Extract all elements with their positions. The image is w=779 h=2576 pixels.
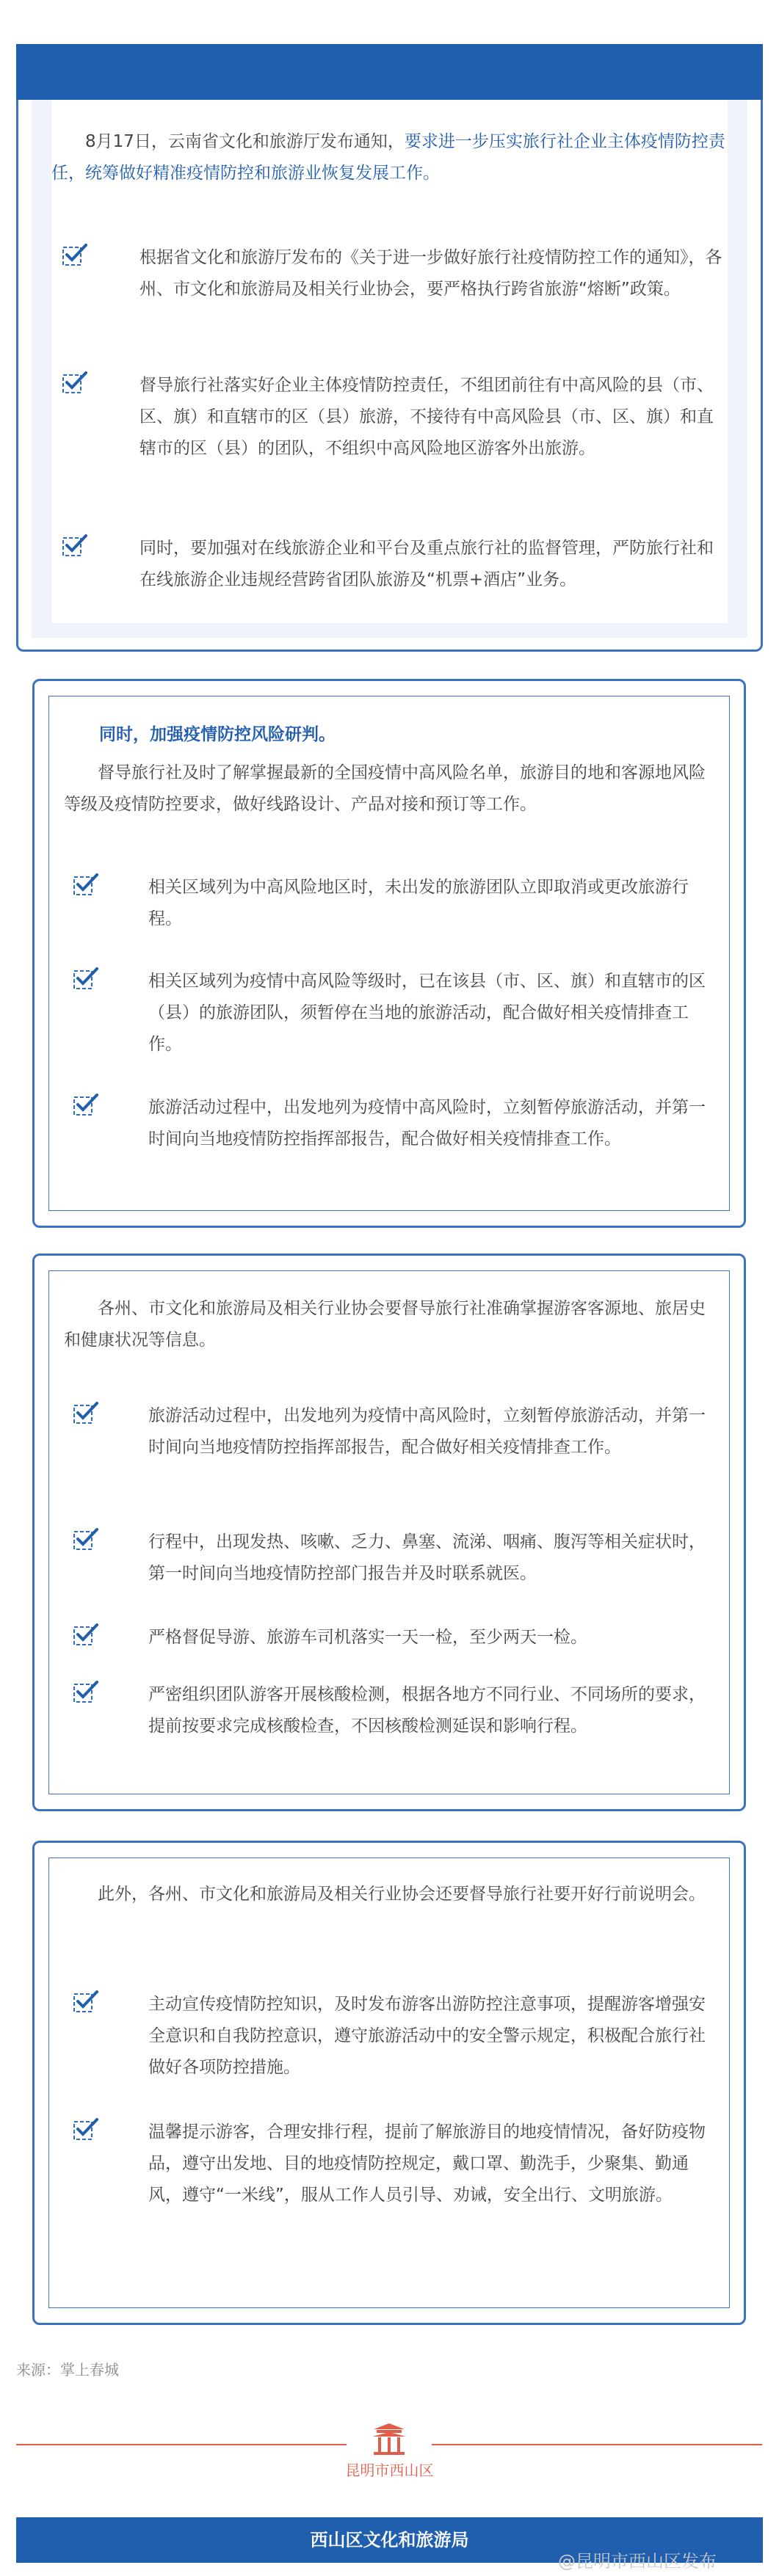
bottom-bar-title: 西山区文化和旅游局 [310,2530,469,2550]
checkbox-icon [73,873,98,895]
section-4-item-1: 主动宣传疫情防控知识，及时发布游客出游防控注意事项，提醒游客增强安全意识和自我防控意识，遵守旅游活动中的安全警示规定，积极配合旅行社做好各项防控措施。 [148,1995,706,2077]
checkbox-icon [73,967,98,989]
checkbox-icon [73,1528,98,1550]
section-4-item-2: 温馨提示游客，合理安排行程，提前了解旅游目的地疫情情况，备好防疫物品，遵守出发地、目的地疫情防控规定，戴口罩、勤洗手，少聚集、勤通风，遵守“一米线”，服从工作人员引导、劝诫，安全出行、文明旅游。 [148,2122,706,2205]
checkbox-icon [73,1402,98,1424]
section-1-item-3: 同时，要加强对在线旅游企业和平台及重点旅行社的监督管理，严防旅行社和在线旅游企业违规经营跨省团队旅游及“机票+酒店”业务。 [140,539,714,589]
checkbox-icon [73,1681,98,1703]
divider-line-left [16,2444,347,2445]
section-3-item-1: 旅游活动过程中，出发地列为疫情中高风险时，立刻暂停旅游活动，并第一时间向当地疫情防控指挥部报告，配合做好相关疫情排查工作。 [148,1406,706,1457]
section-1-item-1: 根据省文化和旅游厅发布的《关于进一步做好旅行社疫情防控工作的通知》，各州、市文化和旅游局及相关行业协会，要严格执行跨省旅游“熔断”政策。 [140,248,722,299]
section-1-item-2: 督导旅行社落实好企业主体疫情防控责任，不组团前往有中高风险的县（市、区、旗）和直辖市的区（县）旅游，不接待有中高风险县（市、区、旗）和直辖市的区（县）的团队，不组织中高风险地区游客外出旅游。 [140,376,714,458]
logo-caption: 昆明市西山区 [345,2462,434,2479]
checkbox-icon [73,1990,98,2012]
section-4-intro: 此外，各州、市文化和旅游局及相关行业协会还要督导旅行社要开好行前说明会。 [98,1885,706,1904]
section-3-item-2: 行程中，出现发热、咳嗽、乏力、鼻塞、流涕、咽痛、腹泻等相关症状时，第一时间向当地疫情防控部门报告并及时联系就医。 [148,1532,706,1583]
section-3-item-4: 严密组织团队游客开展核酸检测，根据各地方不同行业、不同场所的要求，提前按要求完成核酸检查，不因核酸检测延误和影响行程。 [148,1685,706,1736]
section-3-intro: 各州、市文化和旅游局及相关行业协会要督导旅行社准确掌握游客客源地、旅居史和健康状况等信息。 [64,1299,706,1350]
top-banner-bar [16,44,763,101]
divider-line-right [432,2444,762,2445]
section-2-item-2: 相关区域列为疫情中高风险等级时，已在该县（市、区、旗）和直辖市的区（县）的旅游团队，须暂停在当地的旅游活动，配合做好相关疫情排查工作。 [148,972,706,1054]
section-2-item-3: 旅游活动过程中，出发地列为疫情中高风险时，立刻暂停旅游活动，并第一时间向当地疫情防控指挥部报告，配合做好相关疫情排查工作。 [148,1098,706,1149]
checkbox-icon [62,534,87,556]
source-credit: 来源：掌上春城 [16,2361,119,2379]
checkbox-icon [62,371,87,393]
intro-date-text: 8月17日，云南省文化和旅游厅发布通知， [85,132,405,151]
section-1-intro [51,126,728,189]
intro-highlight-text: 要求进一步压实旅行社企业主体疫情防控责任，统筹做好精准疫情防控和旅游业恢复发展工作。 [51,132,725,183]
section-2-intro: 督导旅行社及时了解掌握最新的全国疫情中高风险名单，旅游目的地和客源地风险等级及疫情防控要求，做好线路设计、产品对接和预订等工作。 [64,763,706,814]
pavilion-logo-icon [371,2422,407,2456]
checkbox-icon [73,1094,98,1116]
checkbox-icon [73,2118,98,2140]
checkbox-icon [62,244,87,266]
checkbox-icon [73,1623,98,1645]
section-3-item-3: 严格督促导游、旅游车司机落实一天一检，至少两天一检。 [148,1628,587,1647]
section-2-heading: 同时，加强疫情防控风险研判。 [99,725,336,744]
section-2-item-1: 相关区域列为中高风险地区时，未出发的旅游团队立即取消或更改旅游行程。 [148,878,689,928]
weibo-watermark: @昆明市西山区发布 [558,2551,717,2572]
